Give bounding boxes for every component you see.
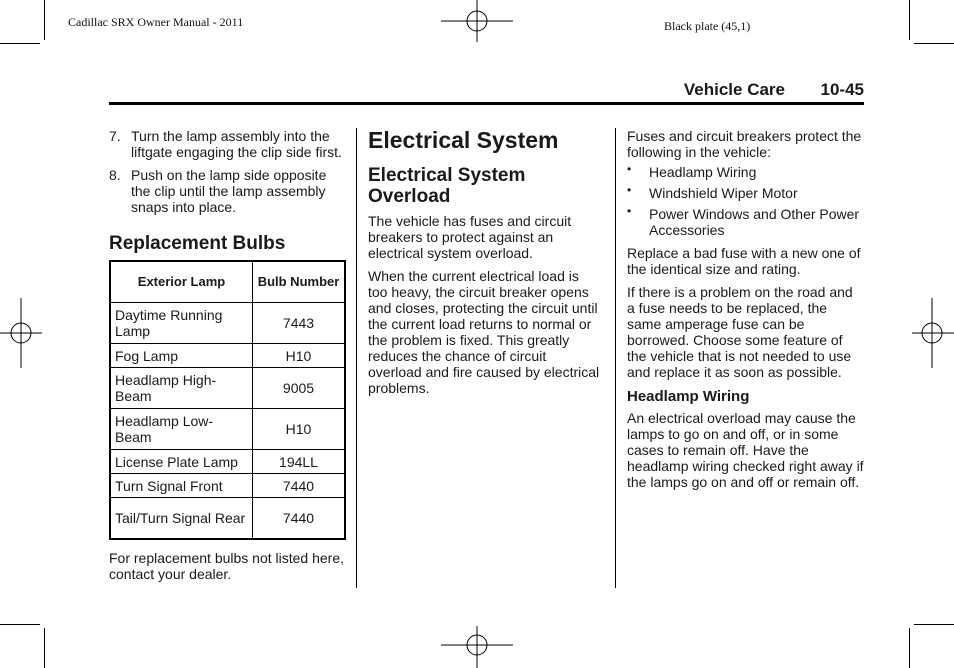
table-row	[110, 344, 345, 368]
running-head	[109, 80, 864, 105]
step-number: 8.	[109, 167, 121, 183]
fuse-list	[627, 164, 864, 238]
list-item-text: Headlamp Wiring	[649, 164, 757, 180]
replacement-bulbs-heading: Replacement Bulbs	[109, 233, 286, 254]
table-row	[110, 409, 345, 450]
lamp-cell: Daytime Running Lamp	[110, 303, 253, 344]
crop-mark-top-right-horizontal	[914, 43, 954, 44]
fuse-intro: Fuses and circuit breakers protect the following in the vehicle:	[627, 128, 862, 160]
crop-mark-top-left-horizontal	[0, 43, 40, 44]
table-note: For replacement bulbs not listed here, contact your dealer.	[109, 550, 345, 582]
bulb-cell: 7440	[253, 498, 346, 540]
right-column	[627, 128, 864, 490]
column-divider-left	[356, 128, 357, 588]
left-column	[109, 128, 346, 582]
list-item	[627, 164, 864, 180]
lamp-cell: License Plate Lamp	[110, 450, 253, 474]
column-divider-right	[615, 128, 616, 588]
manual-title: Cadillac SRX Owner Manual - 2011	[68, 15, 244, 29]
table-row	[110, 474, 345, 498]
table-row	[110, 368, 345, 409]
lamp-cell: Fog Lamp	[110, 344, 253, 368]
bulb-cell: 7443	[253, 303, 346, 344]
registration-mark-top	[437, 0, 517, 44]
bulb-cell: 7440	[253, 474, 346, 498]
table-row	[110, 498, 345, 540]
overload-heading: Electrical System Overload	[368, 165, 526, 207]
bulb-cell: 9005	[253, 368, 346, 409]
bulb-cell: H10	[253, 409, 346, 450]
lamp-cell: Headlamp High-Beam	[110, 368, 253, 409]
list-item	[627, 206, 864, 238]
list-item	[627, 185, 864, 201]
crop-mark-bottom-right-horizontal	[914, 624, 954, 625]
step-item	[109, 167, 346, 215]
bullet-icon: •	[627, 183, 632, 197]
body-paragraph: If there is a problem on the road and a fuse needs to be replaced, the same amperage fuse can be borrowed. Choose some feature of the vehicle that is not needed to use and replace it as soon as possible.	[627, 284, 853, 380]
registration-mark-left	[0, 296, 44, 370]
registration-mark-right	[910, 296, 954, 370]
middle-column	[368, 127, 602, 396]
crop-mark-top-right-vertical	[909, 0, 910, 40]
page-number: 10-45	[820, 80, 864, 99]
registration-mark-bottom	[437, 624, 517, 668]
body-paragraph: The vehicle has fuses and circuit breakers to protect against an electrical system overload.	[368, 213, 572, 261]
headlamp-wiring-heading: Headlamp Wiring	[627, 388, 750, 405]
step-item	[109, 128, 346, 160]
section-title: Vehicle Care	[683, 80, 785, 99]
plate-label: Black plate (45,1)	[664, 19, 751, 33]
step-text: Push on the lamp side opposite the clip until the lamp assembly snaps into place.	[131, 167, 327, 215]
body-paragraph: Replace a bad fuse with a new one of the identical size and rating.	[627, 245, 861, 277]
step-list	[109, 128, 346, 215]
crop-mark-bottom-left-horizontal	[0, 624, 40, 625]
list-item-text: Windshield Wiper Motor	[649, 185, 798, 201]
list-item-text: Power Windows and Other Power Accessories	[649, 206, 860, 238]
crop-mark-top-left-vertical	[44, 0, 45, 40]
body-paragraph: An electrical overload may cause the lamps to go on and off, or in some cases to remain off. Have the headlamp wiring checked right away if the lamps go on and off or remain off.	[627, 410, 864, 490]
body-paragraph: When the current electrical load is too heavy, the circuit breaker opens and closes, protecting the circuit until the current load returns to normal or the problem is fixed. This greatly reduces the chance of circuit overload and fire caused by electrical problems.	[368, 268, 600, 396]
column-header-exterior-lamp: Exterior Lamp	[110, 261, 253, 303]
bulb-table	[109, 260, 346, 540]
step-text: Turn the lamp assembly into the liftgate engaging the clip side first.	[131, 128, 342, 160]
lamp-cell: Headlamp Low-Beam	[110, 409, 253, 450]
column-header-bulb-number: Bulb Number	[253, 261, 346, 303]
table-row	[110, 303, 345, 344]
table-row	[110, 450, 345, 474]
crop-mark-bottom-right-vertical	[909, 628, 910, 668]
crop-mark-bottom-left-vertical	[44, 628, 45, 668]
table-header-row	[110, 261, 345, 303]
lamp-cell: Tail/Turn Signal Rear	[110, 498, 253, 540]
electrical-system-title: Electrical System	[368, 127, 559, 153]
bulb-cell: 194LL	[253, 450, 346, 474]
lamp-cell: Turn Signal Front	[110, 474, 253, 498]
step-number: 7.	[109, 128, 121, 144]
bulb-cell: H10	[253, 344, 346, 368]
bullet-icon: •	[627, 204, 632, 218]
bullet-icon: •	[627, 162, 632, 176]
